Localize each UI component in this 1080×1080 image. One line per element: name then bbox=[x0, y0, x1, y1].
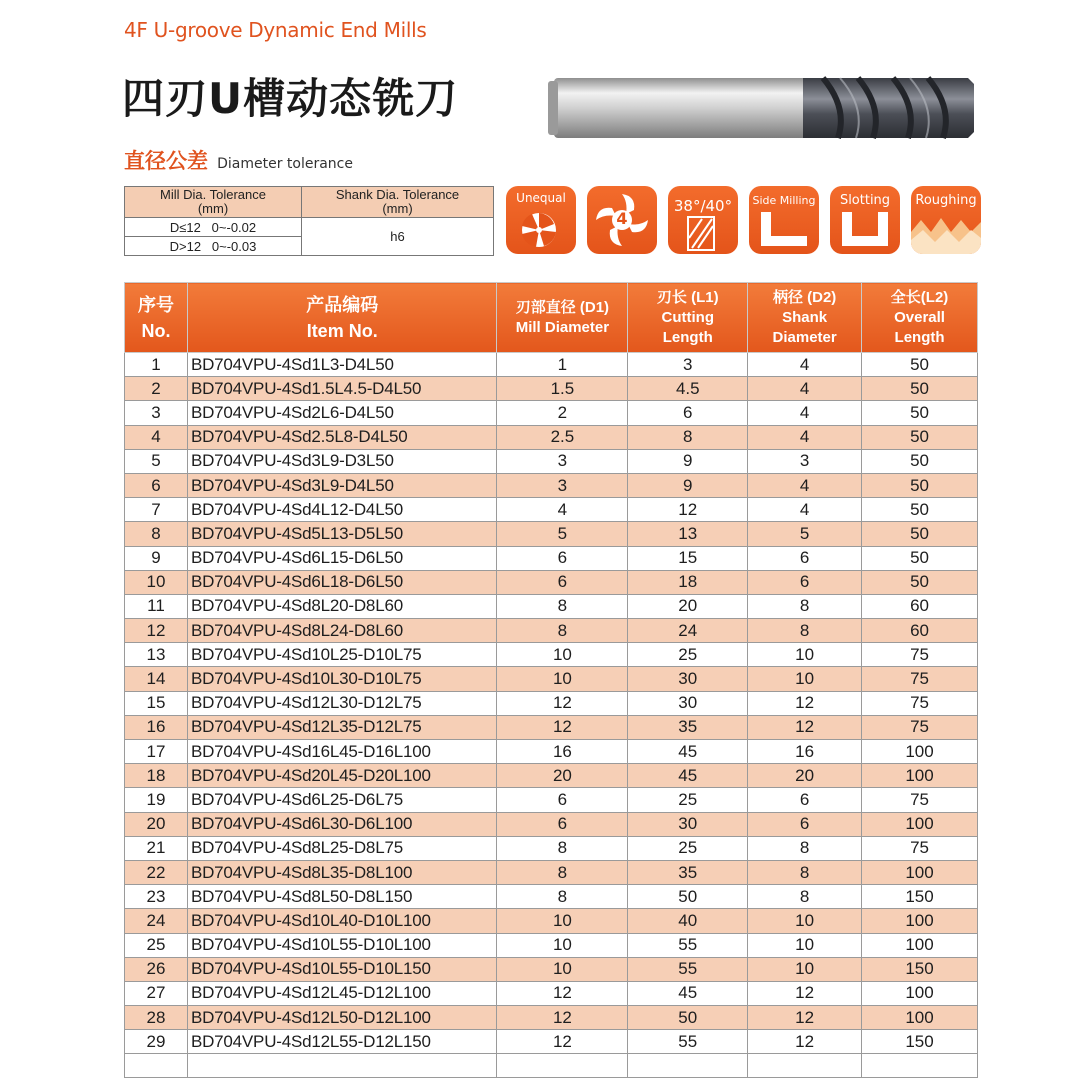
table-row bbox=[125, 522, 978, 546]
cell-no: 23 bbox=[125, 885, 188, 909]
cell-overall-length: 50 bbox=[862, 449, 978, 473]
table-body bbox=[125, 353, 978, 1078]
cell-overall-length: 100 bbox=[862, 740, 978, 764]
feature-label: 38°/40° bbox=[673, 197, 733, 215]
cell-no: 14 bbox=[125, 667, 188, 691]
table-row bbox=[125, 788, 978, 812]
table-row bbox=[125, 401, 978, 425]
cell-item-no: BD704VPU-4Sd1L3-D4L50 bbox=[187, 353, 497, 377]
cell-mill-diameter: 3 bbox=[497, 449, 628, 473]
cell-shank-diameter: 4 bbox=[748, 473, 862, 497]
cell-cutting-length: 6 bbox=[628, 401, 748, 425]
cell-mill-diameter: 12 bbox=[497, 1030, 628, 1054]
cell-overall-length: 50 bbox=[862, 425, 978, 449]
cell-overall-length: 75 bbox=[862, 643, 978, 667]
table-row bbox=[125, 425, 978, 449]
cell-item-no: BD704VPU-4Sd1.5L4.5-D4L50 bbox=[187, 377, 497, 401]
cell-item-no: BD704VPU-4Sd20L45-D20L100 bbox=[187, 764, 497, 788]
cell-shank-diameter: 5 bbox=[748, 522, 862, 546]
empty-cell bbox=[125, 1054, 188, 1078]
table-row bbox=[125, 764, 978, 788]
cell-no: 24 bbox=[125, 909, 188, 933]
col-item-no: 产品编码 Item No. bbox=[187, 283, 497, 353]
cell-cutting-length: 50 bbox=[628, 1006, 748, 1030]
col-shank-diameter: 柄径 (D2) Shank Diameter bbox=[748, 283, 862, 353]
side-milling-icon bbox=[749, 186, 819, 254]
table-row bbox=[125, 909, 978, 933]
table-row bbox=[125, 812, 978, 836]
cell-overall-length: 100 bbox=[862, 764, 978, 788]
cell-cutting-length: 15 bbox=[628, 546, 748, 570]
cell-item-no: BD704VPU-4Sd12L45-D12L100 bbox=[187, 981, 497, 1005]
cell-no: 3 bbox=[125, 401, 188, 425]
cell-shank-diameter: 4 bbox=[748, 353, 862, 377]
cell-overall-length: 75 bbox=[862, 691, 978, 715]
cell-no: 1 bbox=[125, 353, 188, 377]
cell-cutting-length: 50 bbox=[628, 885, 748, 909]
tolerance-col-shank: Shank Dia. Tolerance (mm) bbox=[302, 187, 494, 218]
table-row bbox=[125, 449, 978, 473]
cell-overall-length: 100 bbox=[862, 860, 978, 884]
table-row bbox=[125, 885, 978, 909]
cell-item-no: BD704VPU-4Sd8L20-D8L60 bbox=[187, 594, 497, 618]
cell-cutting-length: 18 bbox=[628, 570, 748, 594]
cell-mill-diameter: 12 bbox=[497, 981, 628, 1005]
cell-no: 19 bbox=[125, 788, 188, 812]
cell-shank-diameter: 4 bbox=[748, 401, 862, 425]
cell-cutting-length: 40 bbox=[628, 909, 748, 933]
empty-cell bbox=[628, 1054, 748, 1078]
tolerance-row-small: D≤12 0~-0.02 bbox=[125, 218, 302, 237]
table-row bbox=[125, 1030, 978, 1054]
cell-no: 29 bbox=[125, 1030, 188, 1054]
cell-item-no: BD704VPU-4Sd3L9-D4L50 bbox=[187, 473, 497, 497]
cell-overall-length: 75 bbox=[862, 788, 978, 812]
cell-no: 9 bbox=[125, 546, 188, 570]
col-cutting-length: 刃长 (L1) Cutting Length bbox=[628, 283, 748, 353]
table-row bbox=[125, 1006, 978, 1030]
empty-cell bbox=[862, 1054, 978, 1078]
table-header-row bbox=[125, 283, 978, 353]
cell-overall-length: 75 bbox=[862, 715, 978, 739]
cell-cutting-length: 24 bbox=[628, 619, 748, 643]
cell-no: 22 bbox=[125, 860, 188, 884]
cell-cutting-length: 25 bbox=[628, 836, 748, 860]
cell-shank-diameter: 6 bbox=[748, 812, 862, 836]
table-row bbox=[125, 715, 978, 739]
cell-shank-diameter: 10 bbox=[748, 933, 862, 957]
cell-mill-diameter: 6 bbox=[497, 570, 628, 594]
cell-shank-diameter: 10 bbox=[748, 957, 862, 981]
cell-no: 16 bbox=[125, 715, 188, 739]
cell-shank-diameter: 3 bbox=[748, 449, 862, 473]
cell-mill-diameter: 10 bbox=[497, 957, 628, 981]
cell-cutting-length: 45 bbox=[628, 764, 748, 788]
table-row bbox=[125, 740, 978, 764]
four-flute-icon bbox=[587, 186, 657, 254]
cell-item-no: BD704VPU-4Sd6L15-D6L50 bbox=[187, 546, 497, 570]
cell-shank-diameter: 4 bbox=[748, 425, 862, 449]
cell-mill-diameter: 16 bbox=[497, 740, 628, 764]
cell-shank-diameter: 12 bbox=[748, 1006, 862, 1030]
cell-cutting-length: 8 bbox=[628, 425, 748, 449]
cell-shank-diameter: 8 bbox=[748, 836, 862, 860]
cell-shank-diameter: 16 bbox=[748, 740, 862, 764]
cell-mill-diameter: 1.5 bbox=[497, 377, 628, 401]
cell-shank-diameter: 8 bbox=[748, 594, 862, 618]
cell-cutting-length: 30 bbox=[628, 667, 748, 691]
cell-no: 2 bbox=[125, 377, 188, 401]
cell-item-no: BD704VPU-4Sd12L50-D12L100 bbox=[187, 1006, 497, 1030]
cell-cutting-length: 35 bbox=[628, 715, 748, 739]
table-row bbox=[125, 981, 978, 1005]
cell-overall-length: 75 bbox=[862, 836, 978, 860]
cell-mill-diameter: 12 bbox=[497, 1006, 628, 1030]
cell-overall-length: 100 bbox=[862, 812, 978, 836]
col-no: 序号 No. bbox=[125, 283, 188, 353]
table-row bbox=[125, 473, 978, 497]
cell-no: 25 bbox=[125, 933, 188, 957]
cell-overall-length: 150 bbox=[862, 885, 978, 909]
cell-overall-length: 60 bbox=[862, 619, 978, 643]
tolerance-heading bbox=[124, 145, 353, 175]
tolerance-row-large: D>12 0~-0.03 bbox=[125, 237, 302, 256]
table-row bbox=[125, 957, 978, 981]
cell-no: 8 bbox=[125, 522, 188, 546]
table-row-empty bbox=[125, 1054, 978, 1078]
table-row bbox=[125, 570, 978, 594]
cell-no: 28 bbox=[125, 1006, 188, 1030]
cell-shank-diameter: 12 bbox=[748, 691, 862, 715]
cell-shank-diameter: 6 bbox=[748, 788, 862, 812]
cell-cutting-length: 30 bbox=[628, 812, 748, 836]
cell-cutting-length: 35 bbox=[628, 860, 748, 884]
cell-item-no: BD704VPU-4Sd10L55-D10L150 bbox=[187, 957, 497, 981]
feature-label: Unequal bbox=[516, 191, 566, 205]
page-title: 四刃U槽动态铣刀 bbox=[122, 74, 459, 123]
cell-cutting-length: 3 bbox=[628, 353, 748, 377]
cell-overall-length: 50 bbox=[862, 546, 978, 570]
cell-item-no: BD704VPU-4Sd16L45-D16L100 bbox=[187, 740, 497, 764]
cell-item-no: BD704VPU-4Sd4L12-D4L50 bbox=[187, 498, 497, 522]
cell-shank-diameter: 10 bbox=[748, 909, 862, 933]
cell-cutting-length: 9 bbox=[628, 473, 748, 497]
cell-mill-diameter: 12 bbox=[497, 715, 628, 739]
cell-cutting-length: 12 bbox=[628, 498, 748, 522]
cell-no: 20 bbox=[125, 812, 188, 836]
cell-no: 13 bbox=[125, 643, 188, 667]
cell-overall-length: 100 bbox=[862, 981, 978, 1005]
cell-cutting-length: 25 bbox=[628, 788, 748, 812]
cell-cutting-length: 20 bbox=[628, 594, 748, 618]
cell-shank-diameter: 8 bbox=[748, 619, 862, 643]
subtitle-en: 4F U-groove Dynamic End Mills bbox=[124, 18, 427, 42]
cell-overall-length: 60 bbox=[862, 594, 978, 618]
cell-no: 15 bbox=[125, 691, 188, 715]
cell-no: 7 bbox=[125, 498, 188, 522]
cell-item-no: BD704VPU-4Sd8L35-D8L100 bbox=[187, 860, 497, 884]
cell-item-no: BD704VPU-4Sd8L24-D8L60 bbox=[187, 619, 497, 643]
unequal-flute-icon bbox=[506, 186, 576, 254]
cell-shank-diameter: 6 bbox=[748, 546, 862, 570]
cell-no: 12 bbox=[125, 619, 188, 643]
cell-overall-length: 50 bbox=[862, 401, 978, 425]
cell-no: 11 bbox=[125, 594, 188, 618]
table-row bbox=[125, 353, 978, 377]
cell-overall-length: 100 bbox=[862, 1006, 978, 1030]
cell-no: 26 bbox=[125, 957, 188, 981]
cell-cutting-length: 13 bbox=[628, 522, 748, 546]
cell-mill-diameter: 3 bbox=[497, 473, 628, 497]
cell-item-no: BD704VPU-4Sd10L25-D10L75 bbox=[187, 643, 497, 667]
cell-mill-diameter: 5 bbox=[497, 522, 628, 546]
cell-item-no: BD704VPU-4Sd3L9-D3L50 bbox=[187, 449, 497, 473]
table-row bbox=[125, 498, 978, 522]
cell-mill-diameter: 12 bbox=[497, 691, 628, 715]
cell-cutting-length: 25 bbox=[628, 643, 748, 667]
cell-shank-diameter: 12 bbox=[748, 1030, 862, 1054]
cell-overall-length: 150 bbox=[862, 957, 978, 981]
feature-label: Side Milling bbox=[752, 194, 816, 207]
cell-shank-diameter: 10 bbox=[748, 643, 862, 667]
cell-cutting-length: 30 bbox=[628, 691, 748, 715]
cell-item-no: BD704VPU-4Sd6L25-D6L75 bbox=[187, 788, 497, 812]
cell-mill-diameter: 1 bbox=[497, 353, 628, 377]
tolerance-table bbox=[124, 186, 494, 256]
cell-shank-diameter: 8 bbox=[748, 885, 862, 909]
cell-no: 4 bbox=[125, 425, 188, 449]
cell-overall-length: 50 bbox=[862, 570, 978, 594]
cell-item-no: BD704VPU-4Sd12L30-D12L75 bbox=[187, 691, 497, 715]
col-mill-diameter: 刃部直径 (D1) Mill Diameter bbox=[497, 283, 628, 353]
cell-mill-diameter: 8 bbox=[497, 836, 628, 860]
cell-overall-length: 50 bbox=[862, 377, 978, 401]
slotting-icon bbox=[830, 186, 900, 254]
table-row bbox=[125, 836, 978, 860]
cell-cutting-length: 55 bbox=[628, 933, 748, 957]
cell-no: 27 bbox=[125, 981, 188, 1005]
cell-cutting-length: 45 bbox=[628, 740, 748, 764]
cell-overall-length: 100 bbox=[862, 933, 978, 957]
empty-cell bbox=[187, 1054, 497, 1078]
table-row bbox=[125, 619, 978, 643]
tolerance-heading-en: Diameter tolerance bbox=[217, 156, 353, 172]
cell-cutting-length: 55 bbox=[628, 1030, 748, 1054]
cell-item-no: BD704VPU-4Sd10L30-D10L75 bbox=[187, 667, 497, 691]
empty-cell bbox=[497, 1054, 628, 1078]
feature-label: Slotting bbox=[839, 193, 891, 208]
cell-mill-diameter: 8 bbox=[497, 619, 628, 643]
cell-overall-length: 50 bbox=[862, 473, 978, 497]
empty-cell bbox=[748, 1054, 862, 1078]
cell-item-no: BD704VPU-4Sd5L13-D5L50 bbox=[187, 522, 497, 546]
feature-icons bbox=[506, 186, 981, 254]
table-row bbox=[125, 860, 978, 884]
table-row bbox=[125, 933, 978, 957]
cell-shank-diameter: 4 bbox=[748, 498, 862, 522]
col-overall-length: 全长(L2) Overall Length bbox=[862, 283, 978, 353]
table-row bbox=[125, 377, 978, 401]
cell-no: 17 bbox=[125, 740, 188, 764]
feature-label: Roughing bbox=[915, 193, 977, 208]
cell-cutting-length: 9 bbox=[628, 449, 748, 473]
cell-overall-length: 50 bbox=[862, 498, 978, 522]
table-row bbox=[125, 643, 978, 667]
cell-mill-diameter: 6 bbox=[497, 546, 628, 570]
cell-no: 6 bbox=[125, 473, 188, 497]
cell-item-no: BD704VPU-4Sd12L35-D12L75 bbox=[187, 715, 497, 739]
cell-item-no: BD704VPU-4Sd2L6-D4L50 bbox=[187, 401, 497, 425]
cell-no: 18 bbox=[125, 764, 188, 788]
cell-shank-diameter: 8 bbox=[748, 860, 862, 884]
cell-item-no: BD704VPU-4Sd10L40-D10L100 bbox=[187, 909, 497, 933]
cell-mill-diameter: 10 bbox=[497, 909, 628, 933]
cell-mill-diameter: 2.5 bbox=[497, 425, 628, 449]
roughing-icon bbox=[911, 186, 981, 254]
table-row bbox=[125, 667, 978, 691]
cell-mill-diameter: 8 bbox=[497, 594, 628, 618]
cell-overall-length: 75 bbox=[862, 667, 978, 691]
cell-item-no: BD704VPU-4Sd6L18-D6L50 bbox=[187, 570, 497, 594]
tolerance-col-mill: Mill Dia. Tolerance (mm) bbox=[125, 187, 302, 218]
cell-shank-diameter: 4 bbox=[748, 377, 862, 401]
table-row bbox=[125, 546, 978, 570]
cell-item-no: BD704VPU-4Sd12L55-D12L150 bbox=[187, 1030, 497, 1054]
cell-item-no: BD704VPU-4Sd8L25-D8L75 bbox=[187, 836, 497, 860]
tolerance-heading-cn: 直径公差 bbox=[124, 149, 208, 173]
cell-shank-diameter: 12 bbox=[748, 715, 862, 739]
end-mill-image bbox=[548, 74, 976, 142]
feature-label: 4 bbox=[616, 209, 628, 228]
cell-mill-diameter: 10 bbox=[497, 667, 628, 691]
cell-item-no: BD704VPU-4Sd6L30-D6L100 bbox=[187, 812, 497, 836]
cell-item-no: BD704VPU-4Sd8L50-D8L150 bbox=[187, 885, 497, 909]
product-table bbox=[124, 282, 978, 1078]
cell-mill-diameter: 8 bbox=[497, 885, 628, 909]
cell-mill-diameter: 10 bbox=[497, 933, 628, 957]
cell-mill-diameter: 10 bbox=[497, 643, 628, 667]
cell-no: 10 bbox=[125, 570, 188, 594]
cell-item-no: BD704VPU-4Sd2.5L8-D4L50 bbox=[187, 425, 497, 449]
cell-cutting-length: 55 bbox=[628, 957, 748, 981]
cell-no: 21 bbox=[125, 836, 188, 860]
cell-shank-diameter: 6 bbox=[748, 570, 862, 594]
cell-overall-length: 50 bbox=[862, 353, 978, 377]
table-row bbox=[125, 594, 978, 618]
cell-mill-diameter: 4 bbox=[497, 498, 628, 522]
cell-shank-diameter: 10 bbox=[748, 667, 862, 691]
cell-mill-diameter: 8 bbox=[497, 860, 628, 884]
cell-no: 5 bbox=[125, 449, 188, 473]
cell-shank-diameter: 20 bbox=[748, 764, 862, 788]
tolerance-shank-value: h6 bbox=[302, 218, 494, 256]
cell-overall-length: 100 bbox=[862, 909, 978, 933]
cell-overall-length: 50 bbox=[862, 522, 978, 546]
table-row bbox=[125, 691, 978, 715]
cell-overall-length: 150 bbox=[862, 1030, 978, 1054]
cell-item-no: BD704VPU-4Sd10L55-D10L100 bbox=[187, 933, 497, 957]
cell-cutting-length: 4.5 bbox=[628, 377, 748, 401]
cell-mill-diameter: 6 bbox=[497, 812, 628, 836]
cell-mill-diameter: 2 bbox=[497, 401, 628, 425]
cell-mill-diameter: 6 bbox=[497, 788, 628, 812]
cell-shank-diameter: 12 bbox=[748, 981, 862, 1005]
helix-angle-icon bbox=[668, 186, 738, 254]
cell-cutting-length: 45 bbox=[628, 981, 748, 1005]
cell-mill-diameter: 20 bbox=[497, 764, 628, 788]
